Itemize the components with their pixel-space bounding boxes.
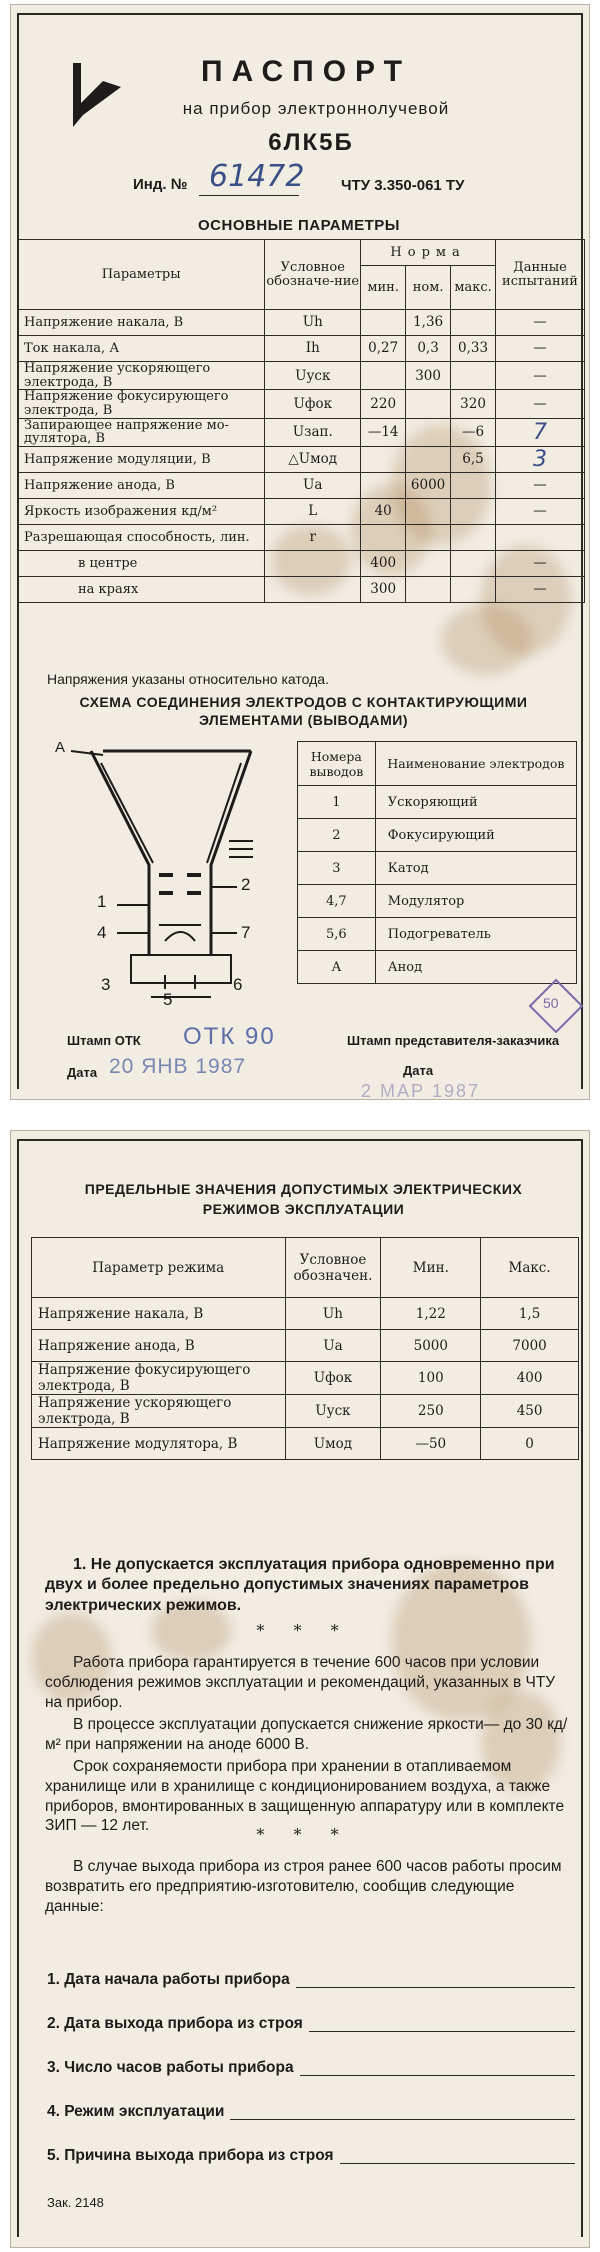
limits-cell-max: 7000 (481, 1330, 579, 1362)
diagram-label-3: 3 (101, 975, 111, 994)
stars-1: * * * (256, 1621, 351, 1640)
limits-row (32, 1395, 579, 1428)
pin-electrode: Ускоряющий (375, 786, 576, 819)
document-subtitle: на прибор электроннолучевой (182, 99, 450, 118)
param-row (18, 418, 585, 446)
param-cell-symbol (265, 576, 361, 602)
param-cell-max (451, 550, 496, 576)
customer-date-stamp: 2 МАР 1987 (361, 1081, 481, 1100)
param-cell-name: на краях (18, 576, 265, 602)
param-cell-nom: 0,3 (406, 336, 451, 362)
header-max: макс. (451, 266, 496, 310)
field-label: 2. Дата выхода прибора из строя (47, 2015, 309, 2033)
param-cell-tested: — (496, 390, 585, 418)
param-cell-name: Напряжение ускоряющего электрода, В (18, 362, 265, 390)
param-cell-name: Разрешающая способность, лин. (18, 524, 265, 550)
limits-row (32, 1298, 579, 1330)
pin-electrode: Анод (375, 951, 576, 984)
param-cell-nom (406, 446, 451, 472)
limits-cell-max: 0 (481, 1428, 579, 1460)
params-heading: ОСНОВНЫЕ ПАРАМЕТРЫ (197, 217, 400, 234)
pin-electrode: Катод (375, 852, 576, 885)
limits-cell-name: Напряжение модулятора, В (32, 1428, 286, 1460)
ind-number: 61472 (209, 159, 305, 194)
limits-cell-symbol: Uфок (285, 1362, 381, 1395)
param-cell-symbol: Ih (265, 336, 361, 362)
tu-code: ЧТУ 3.350-061 ТУ (341, 177, 465, 194)
param-row (18, 524, 585, 550)
limits-sheet (10, 1130, 590, 2248)
electrode-diagram (61, 745, 301, 1015)
return-text: В случае выхода прибора из строя ранее 600 часов работы просим возвратить его предприятию-изготовителю, сообщив следующие данные: (45, 1858, 562, 1915)
limits-cell-symbol: Uуск (285, 1395, 381, 1428)
limits-cell-name: Напряжение анода, В (32, 1330, 286, 1362)
limits-cell-name: Напряжение ускоряющего электрода, В (32, 1395, 286, 1428)
param-cell-nom: 6000 (406, 472, 451, 498)
pins-table (297, 741, 577, 984)
limits-header-symbol: Условное обозначен. (285, 1238, 381, 1298)
pin-row (298, 918, 577, 951)
limits-cell-min: 250 (381, 1395, 481, 1428)
limits-cell-min: —50 (381, 1428, 481, 1460)
param-cell-max: 320 (451, 390, 496, 418)
param-row (18, 310, 585, 336)
param-cell-nom (406, 418, 451, 446)
param-cell-min (361, 362, 406, 390)
customer-date-label: Дата (403, 1063, 434, 1078)
param-cell-nom: 1,36 (406, 310, 451, 336)
limits-cell-symbol: Uh (285, 1298, 381, 1330)
param-cell-nom (406, 498, 451, 524)
param-cell-min (361, 472, 406, 498)
param-cell-max: 6,5 (451, 446, 496, 472)
order-number: Зак. 2148 (47, 2195, 104, 2210)
param-cell-max: —6 (451, 418, 496, 446)
param-cell-tested: — (496, 550, 585, 576)
param-cell-symbol: r (265, 524, 361, 550)
pin-electrode: Подогреватель (375, 918, 576, 951)
param-cell-nom (406, 550, 451, 576)
param-cell-tested: 7 (496, 418, 585, 446)
pins-header-num: Номера выводов (298, 742, 376, 786)
limits-cell-min: 100 (381, 1362, 481, 1395)
document-title: ПАСПОРТ (201, 55, 411, 88)
pin-row (298, 786, 577, 819)
ind-underline (199, 195, 299, 196)
param-cell-name: в центре (18, 550, 265, 576)
scheme-heading-2: ЭЛЕМЕНТАМИ (ВЫВОДАМИ) (198, 712, 408, 728)
parameters-table (17, 239, 585, 603)
diagram-label-2: 2 (241, 875, 251, 894)
header-nom: ном. (406, 266, 451, 310)
customer-stamp: 50 (543, 995, 559, 1011)
pins-header-name: Наименование электродов (375, 742, 576, 786)
warranty-3: Срок сохраняемости прибора при хранении в отапливаемом хранилище или в хранилище с кондиционированием воздуха, а также приборов, вмонтированных в защищенную аппаратуру или в комплекте ЗИП — 12 лет. (45, 1758, 565, 1835)
limits-cell-symbol: Ua (285, 1330, 381, 1362)
limits-heading-2: РЕЖИМОВ ЭКСПЛУАТАЦИИ (202, 1201, 405, 1217)
param-cell-max (451, 498, 496, 524)
param-cell-nom: 300 (406, 362, 451, 390)
limits-cell-name: Напряжение фокусирующего электрода, В (32, 1362, 286, 1395)
param-cell-name: Напряжение модуляции, В (18, 446, 265, 472)
param-row (18, 446, 585, 472)
param-row (18, 550, 585, 576)
param-cell-min: 0,27 (361, 336, 406, 362)
param-cell-name: Яркость изображения кд/м² (18, 498, 265, 524)
param-cell-tested: — (496, 472, 585, 498)
param-cell-tested: — (496, 576, 585, 602)
header-symbol: Условное обозначе-ние (265, 240, 361, 310)
param-cell-max (451, 310, 496, 336)
param-row (18, 498, 585, 524)
param-cell-min (361, 310, 406, 336)
diagram-label-6: 6 (233, 975, 243, 994)
param-cell-name: Запирающее напряжение мо-дулятора, В (18, 418, 265, 446)
pin-number: 4,7 (298, 885, 376, 918)
param-cell-symbol: L (265, 498, 361, 524)
param-cell-symbol: Uфок (265, 390, 361, 418)
field-label: 5. Причина выхода прибора из строя (47, 2147, 340, 2165)
param-cell-tested: 3 (496, 446, 585, 472)
diagram-label-5: 5 (163, 990, 173, 1009)
warranty-2: В процессе эксплуатации допускается снижение яркости— до 30 кд/м² при напряжении на аноде 6000 В. (45, 1716, 568, 1753)
ind-label: Инд. № (133, 176, 188, 193)
field-label: 4. Режим эксплуатации (47, 2103, 230, 2121)
passport-sheet (10, 4, 590, 1100)
param-cell-min: 300 (361, 576, 406, 602)
param-cell-name: Ток накала, А (18, 336, 265, 362)
limits-header-min: Мин. (381, 1238, 481, 1298)
param-cell-symbol: △Uмод (265, 446, 361, 472)
param-cell-symbol: Uзап. (265, 418, 361, 446)
diagram-label-a: A (55, 739, 66, 756)
param-cell-min: —14 (361, 418, 406, 446)
param-cell-min (361, 446, 406, 472)
param-cell-max (451, 576, 496, 602)
param-cell-min: 220 (361, 390, 406, 418)
param-cell-min (361, 524, 406, 550)
param-cell-symbol (265, 550, 361, 576)
param-cell-tested: — (496, 336, 585, 362)
param-cell-name: Напряжение накала, В (18, 310, 265, 336)
pin-row (298, 852, 577, 885)
stamp-otk: ОТК 90 (183, 1023, 276, 1050)
limits-cell-max: 450 (481, 1395, 579, 1428)
pin-number: 1 (298, 786, 376, 819)
param-cell-max (451, 472, 496, 498)
field-label: 1. Дата начала работы прибора (47, 1971, 296, 1989)
param-cell-nom (406, 576, 451, 602)
limits-row (32, 1428, 579, 1460)
param-cell-name: Напряжение фокусирующего электрода, В (18, 390, 265, 418)
pin-electrode: Фокусирующий (375, 819, 576, 852)
diagram-label-4: 4 (97, 923, 107, 942)
param-cell-max (451, 524, 496, 550)
manufacturer-logo (63, 57, 127, 129)
header-min: мин. (361, 266, 406, 310)
customer-stamp-label: Штамп представителя-заказчика (347, 1033, 560, 1048)
limits-heading-1: ПРЕДЕЛЬНЫЕ ЗНАЧЕНИЯ ДОПУСТИМЫХ ЭЛЕКТРИЧЕСКИХ (84, 1181, 523, 1197)
limits-cell-min: 1,22 (381, 1298, 481, 1330)
scheme-heading-1: СХЕМА СОЕДИНЕНИЯ ЭЛЕКТРОДОВ С КОНТАКТИРУЮЩИМИ (79, 694, 528, 710)
limits-header-param: Параметр режима (32, 1238, 286, 1298)
param-row (18, 472, 585, 498)
pin-row (298, 885, 577, 918)
limits-cell-name: Напряжение накала, В (32, 1298, 286, 1330)
param-row (18, 336, 585, 362)
header-norm: Норма (361, 240, 496, 266)
param-cell-tested (496, 524, 585, 550)
param-cell-tested: — (496, 310, 585, 336)
pin-number: 2 (298, 819, 376, 852)
pin-number: 5,6 (298, 918, 376, 951)
param-cell-max (451, 362, 496, 390)
param-row (18, 390, 585, 418)
limits-cell-min: 5000 (381, 1330, 481, 1362)
pin-row (298, 819, 577, 852)
limits-cell-max: 400 (481, 1362, 579, 1395)
stamp-otk-label: Штамп ОТК (67, 1033, 141, 1048)
param-row (18, 362, 585, 390)
limits-header-max: Макс. (481, 1238, 579, 1298)
limits-cell-symbol: Uмод (285, 1428, 381, 1460)
stars-2: * * * (256, 1825, 351, 1844)
limits-cell-max: 1,5 (481, 1298, 579, 1330)
field-label: 3. Число часов работы прибора (47, 2059, 300, 2077)
rule-1: 1. Не допускается эксплуатация прибора одновременно при двух и более предельно допустимых значениях параметров электрических режимов. (45, 1556, 555, 1614)
header-param: Параметры (18, 240, 265, 310)
param-cell-name: Напряжение анода, В (18, 472, 265, 498)
stamp-date: 20 ЯНВ 1987 (109, 1055, 247, 1078)
stain (441, 605, 531, 675)
param-cell-symbol: Ua (265, 472, 361, 498)
header-tested: Данные испытаний (496, 240, 585, 310)
diagram-label-1: 1 (97, 892, 107, 911)
param-cell-max: 0,33 (451, 336, 496, 362)
param-cell-nom (406, 524, 451, 550)
param-cell-symbol: Uуск (265, 362, 361, 390)
model-name: 6ЛК5Б (268, 129, 354, 156)
pin-number: A (298, 951, 376, 984)
limits-row (32, 1330, 579, 1362)
param-row (18, 576, 585, 602)
voltage-note: Напряжения указаны относительно катода. (47, 671, 329, 687)
stamp-date-label: Дата (67, 1065, 98, 1080)
param-cell-symbol: Uh (265, 310, 361, 336)
param-cell-nom (406, 390, 451, 418)
param-cell-tested: — (496, 362, 585, 390)
limits-table (31, 1237, 579, 1460)
pin-number: 3 (298, 852, 376, 885)
limits-row (32, 1362, 579, 1395)
param-cell-min: 40 (361, 498, 406, 524)
warranty-1: Работа прибора гарантируется в течение 600 часов при условии соблюдения режимов эксплуатации и рекомендаций, указанных в ЧТУ на прибор. (45, 1654, 556, 1711)
param-cell-tested: — (496, 498, 585, 524)
diagram-label-7: 7 (241, 923, 251, 942)
param-cell-min: 400 (361, 550, 406, 576)
pin-electrode: Модулятор (375, 885, 576, 918)
